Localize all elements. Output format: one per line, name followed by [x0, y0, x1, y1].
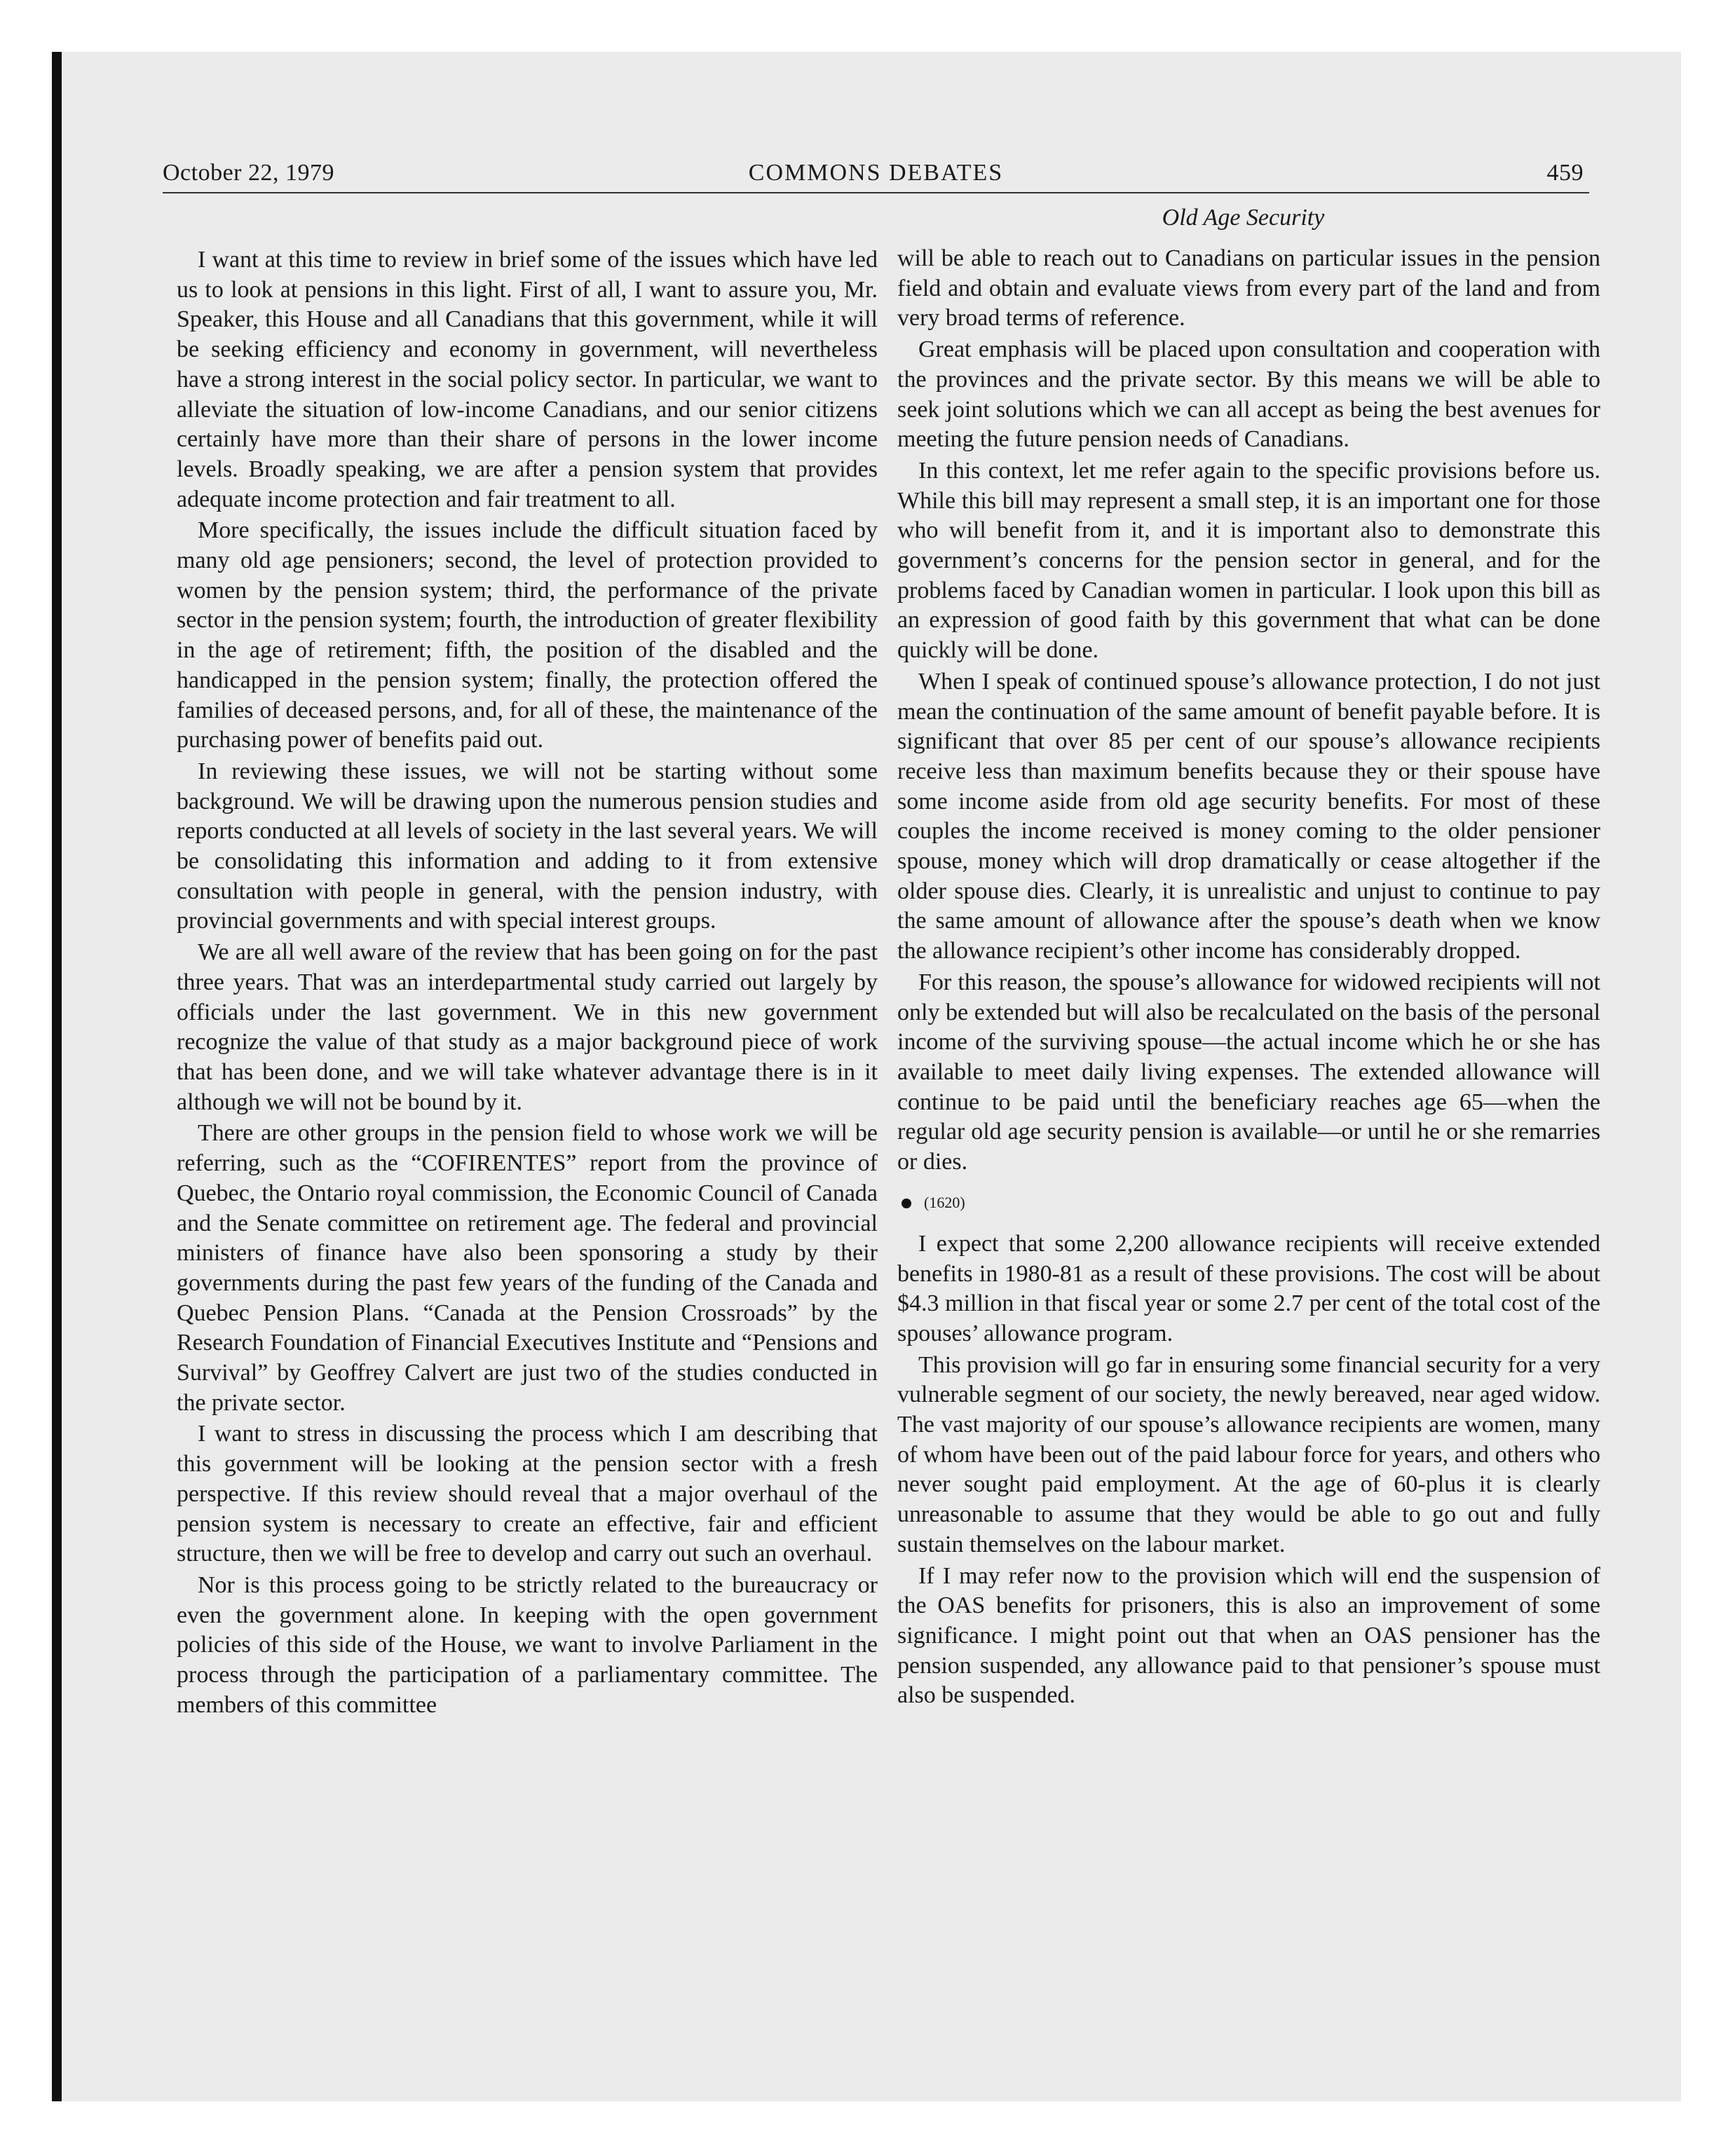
paragraph: I want to stress in discussing the process which I am describing that this government will be looking at the pension sector with a fresh perspective. If this review should reveal that a major overhaul of the pension system is necessary to create an effective, fair and efficient structure, then we will be free to develop and carry out such an overhaul.: [177, 1421, 878, 1567]
page-number: 459: [1546, 160, 1584, 186]
time-marker-label: (1620): [924, 1194, 965, 1212]
paragraph: I expect that some 2,200 allowance recipients will receive extended benefits in 1980-81 as a result of these provisions. The cost will be about $4.3 million in that fiscal year or some 2.7 per cent of the total cost of the spouses’ allowance program.: [897, 1230, 1600, 1346]
scan-edge-bar: [52, 52, 62, 2101]
running-header: [163, 156, 1589, 193]
header-title: COMMONS DEBATES: [748, 160, 1004, 186]
paragraph: For this reason, the spouse’s allowance for widowed recipients will not only be extended but will also be recalculated on the basis of the personal income of the surviving spouse—the actual income which he or she has available to meet daily living expenses. The extended allowance will continue to be paid until the beneficiary reaches age 65—when the regular old age security pension is available—or until he or she remarries or dies.: [897, 969, 1600, 1175]
header-date: October 22, 1979: [163, 160, 335, 186]
bullet-icon: [901, 1199, 911, 1208]
paragraph: When I speak of continued spouse’s allowance protection, I do not just mean the continuation of the same amount of benefit payable before. It is significant that over 85 per cent of our spouse’s allowance recipients receive less than maximum benefits because they or their spouse have some income aside from old age security benefits. For most of these couples the income received is money coming to the older pensioner spouse, money which will drop dramatically or cease altogether if the older spouse dies. Clearly, it is unrealistic and unjust to continue to pay the same amount of allowance after the spouse’s death when we know the allowance recipient’s other income has considerably dropped.: [897, 668, 1600, 964]
right-column: [897, 244, 1600, 1711]
paragraph: We are all well aware of the review that has been going on for the past three years. That was an interdepartmental study carried out largely by officials under the last government. We in this new government recognize the value of that study as a major background piece of work that has been done, and we will take whatever advantage there is in it although we will not be bound by it.: [177, 939, 878, 1115]
paragraph: In this context, let me refer again to the specific provisions before us. While this bill may represent a small step, it is an important one for those who will benefit from it, and it is important also to demonstrate this government’s concerns for the pension sector in general, and for the problems faced by Canadian women in particular. I look upon this bill as an expression of good faith by this government that what can be done quickly will be done.: [897, 457, 1600, 664]
paragraph: I want at this time to review in brief some of the issues which have led us to look at pensions in this light. First of all, I want to assure you, Mr. Speaker, this House and all Canadians that this government, while it will be seeking efficiency and economy in government, will nevertheless have a strong interest in the social policy sector. In particular, we want to alleviate the situation of low-income Canadians, and our senior citizens certainly have more than their share of persons in the lower income levels. Broadly speaking, we are after a pension system that provides adequate income protection and fair treatment to all.: [177, 247, 878, 512]
section-subheading: Old Age Security: [1162, 205, 1325, 231]
paragraph: Great emphasis will be placed upon consultation and cooperation with the provinces and the private sector. By this means we will be able to seek joint solutions which we can all accept as being the best avenues for meeting the future pension needs of Canadians.: [897, 336, 1600, 453]
paragraph: Nor is this process going to be strictly related to the bureaucracy or even the government alone. In keeping with the open government policies of this side of the House, we want to involve Parliament in the process through the participation of a parliamentary committee. The members of this committee: [177, 1571, 878, 1718]
paragraph: In reviewing these issues, we will not be starting without some background. We will be drawing upon the numerous pension studies and reports conducted at all levels of society in the last several years. We will be consolidating this information and adding to it from extensive consultation with people in general, with the pension industry, with provincial governments and with special interest groups.: [177, 758, 878, 934]
left-column: [177, 245, 878, 1720]
paragraph: If I may refer now to the provision which will end the suspension of the OAS benefits for prisoners, this is also an improvement of some significance. I might point out that when an OAS pensioner has the pension suspended, any allowance paid to that pensioner’s spouse must also be suspended.: [897, 1562, 1600, 1709]
paragraph: There are other groups in the pension field to whose work we will be referring, such as the “COFIRENTES” report from the province of Quebec, the Ontario royal commission, the Economic Council of Canada and the Senate committee on retirement age. The federal and provincial ministers of finance have also been sponsoring a study by their governments during the past few years of the funding of the Canada and Quebec Pension Plans. “Canada at the Pension Crossroads” by the Research Foundation of Financial Executives Institute and “Pensions and Survival” by Geoffrey Calvert are just two of the studies conducted in the private sector.: [177, 1120, 878, 1416]
paragraph: This provision will go far in ensuring some financial security for a very vulnerable segment of our society, the newly bereaved, near aged widow. The vast majority of our spouse’s allowance recipients are women, many of whom have been out of the paid labour force for years, and others who never sought paid employment. At the age of 60-plus it is clearly unreasonable to assume that they would be able to go out and fully sustain themselves on the labour market.: [897, 1351, 1600, 1557]
time-marker: [897, 1187, 1600, 1220]
paragraph: More specifically, the issues include the difficult situation faced by many old age pensioners; second, the level of protection provided to women by the pension system; third, the performance of the private sector in the pension system; fourth, the introduction of greater flexibility in the age of retirement; fifth, the position of the disabled and the handicapped in the pension system; finally, the protection offered the families of deceased persons, and, for all of these, the maintenance of the purchasing power of benefits paid out.: [177, 517, 878, 753]
paragraph-continued: will be able to reach out to Canadians on particular issues in the pension field and obtain and evaluate views from every part of the land and from very broad terms of reference.: [897, 245, 1600, 332]
